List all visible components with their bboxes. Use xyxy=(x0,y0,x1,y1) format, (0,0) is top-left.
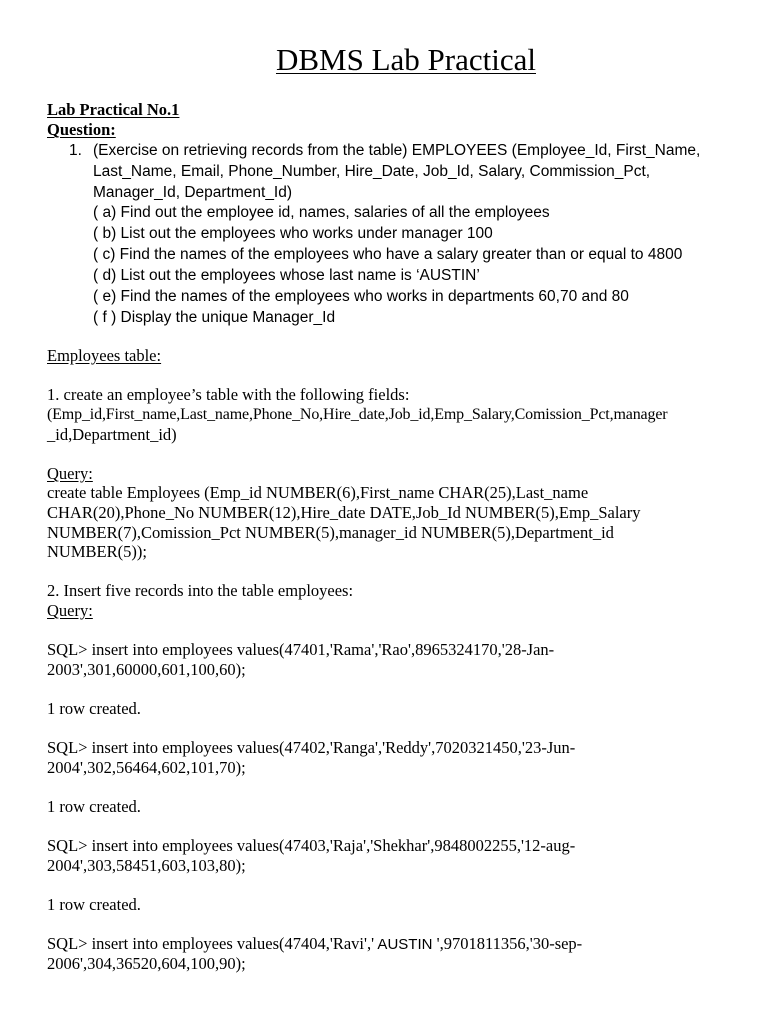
insert-statement: 2004',303,58451,603,103,80); xyxy=(47,856,246,875)
question-line: Last_Name, Email, Phone_Number, Hire_Date, Job_Id, Salary, Commission_Pct, xyxy=(93,163,651,180)
create-table-query: CHAR(20),Phone_No NUMBER(12),Hire_date DATE,Job_Id NUMBER(5),Emp_Salary xyxy=(47,503,641,522)
insert-result: 1 row created. xyxy=(47,797,141,816)
question-line: (Exercise on retrieving records from the table) EMPLOYEES (Employee_Id, First_Name, xyxy=(93,142,701,159)
create-table-query: create table Employees (Emp_id NUMBER(6),First_name CHAR(25),Last_name xyxy=(47,483,589,502)
insert-result: 1 row created. xyxy=(47,895,141,914)
subquestion-d: ( d) List out the employees whose last name is ‘AUSTIN’ xyxy=(93,267,480,284)
employees-table-heading: Employees table: xyxy=(47,346,162,365)
insert-result: 1 row created. xyxy=(47,699,141,718)
step2-text: 2. Insert five records into the table employees: xyxy=(47,581,354,600)
insert-statement: SQL> insert into employees values(47402,'Ranga','Reddy',7020321450,'23-Jun- xyxy=(47,738,576,757)
insert-statement: SQL> insert into employees values(47403,'Raja','Shekhar',9848002255,'12-aug- xyxy=(47,836,576,855)
insert-statement: 2006',304,36520,604,100,90); xyxy=(47,954,246,973)
subquestion-b: ( b) List out the employees who works under manager 100 xyxy=(93,225,493,242)
insert-statement: SQL> insert into employees values(47401,'Rama','Rao',8965324170,'28-Jan- xyxy=(47,640,555,659)
query-label: Query: xyxy=(47,601,93,620)
insert-statement: 2003',301,60000,601,100,60); xyxy=(47,660,246,679)
question-number: 1. xyxy=(69,142,82,159)
step1-fields: _id,Department_id) xyxy=(47,425,177,444)
question-line: Manager_Id, Department_Id) xyxy=(93,184,293,201)
insert-statement: 2004',302,56464,602,101,70); xyxy=(47,758,246,777)
insert-text: AUSTIN xyxy=(374,936,437,953)
question-heading: Question: xyxy=(47,120,116,139)
subquestion-e: ( e) Find the names of the employees who works in departments 60,70 and 80 xyxy=(93,288,629,305)
subquestion-a: ( a) Find out the employee id, names, salaries of all the employees xyxy=(93,204,550,221)
step1-text: 1. create an employee’s table with the following fields: xyxy=(47,385,410,404)
insert-text: SQL> insert into employees values(47404,'Ravi',' xyxy=(47,934,375,953)
insert-statement xyxy=(47,934,582,955)
practical-heading: Lab Practical No.1 xyxy=(47,100,180,119)
subquestion-f: ( f ) Display the unique Manager_Id xyxy=(93,309,336,326)
create-table-query: NUMBER(5)); xyxy=(47,542,147,561)
step1-fields: (Emp_id,First_name,Last_name,Phone_No,Hire_date,Job_id,Emp_Salary,Comission_Pct,manager xyxy=(47,406,668,423)
document-title: DBMS Lab Practical xyxy=(275,42,536,77)
query-label: Query: xyxy=(47,464,93,483)
subquestion-c: ( c) Find the names of the employees who have a salary greater than or equal to 4800 xyxy=(93,246,683,263)
insert-text: ',9701811356,'30-sep- xyxy=(436,934,583,953)
create-table-query: NUMBER(7),Comission_Pct NUMBER(5),manager_id NUMBER(5),Department_id xyxy=(47,523,614,542)
